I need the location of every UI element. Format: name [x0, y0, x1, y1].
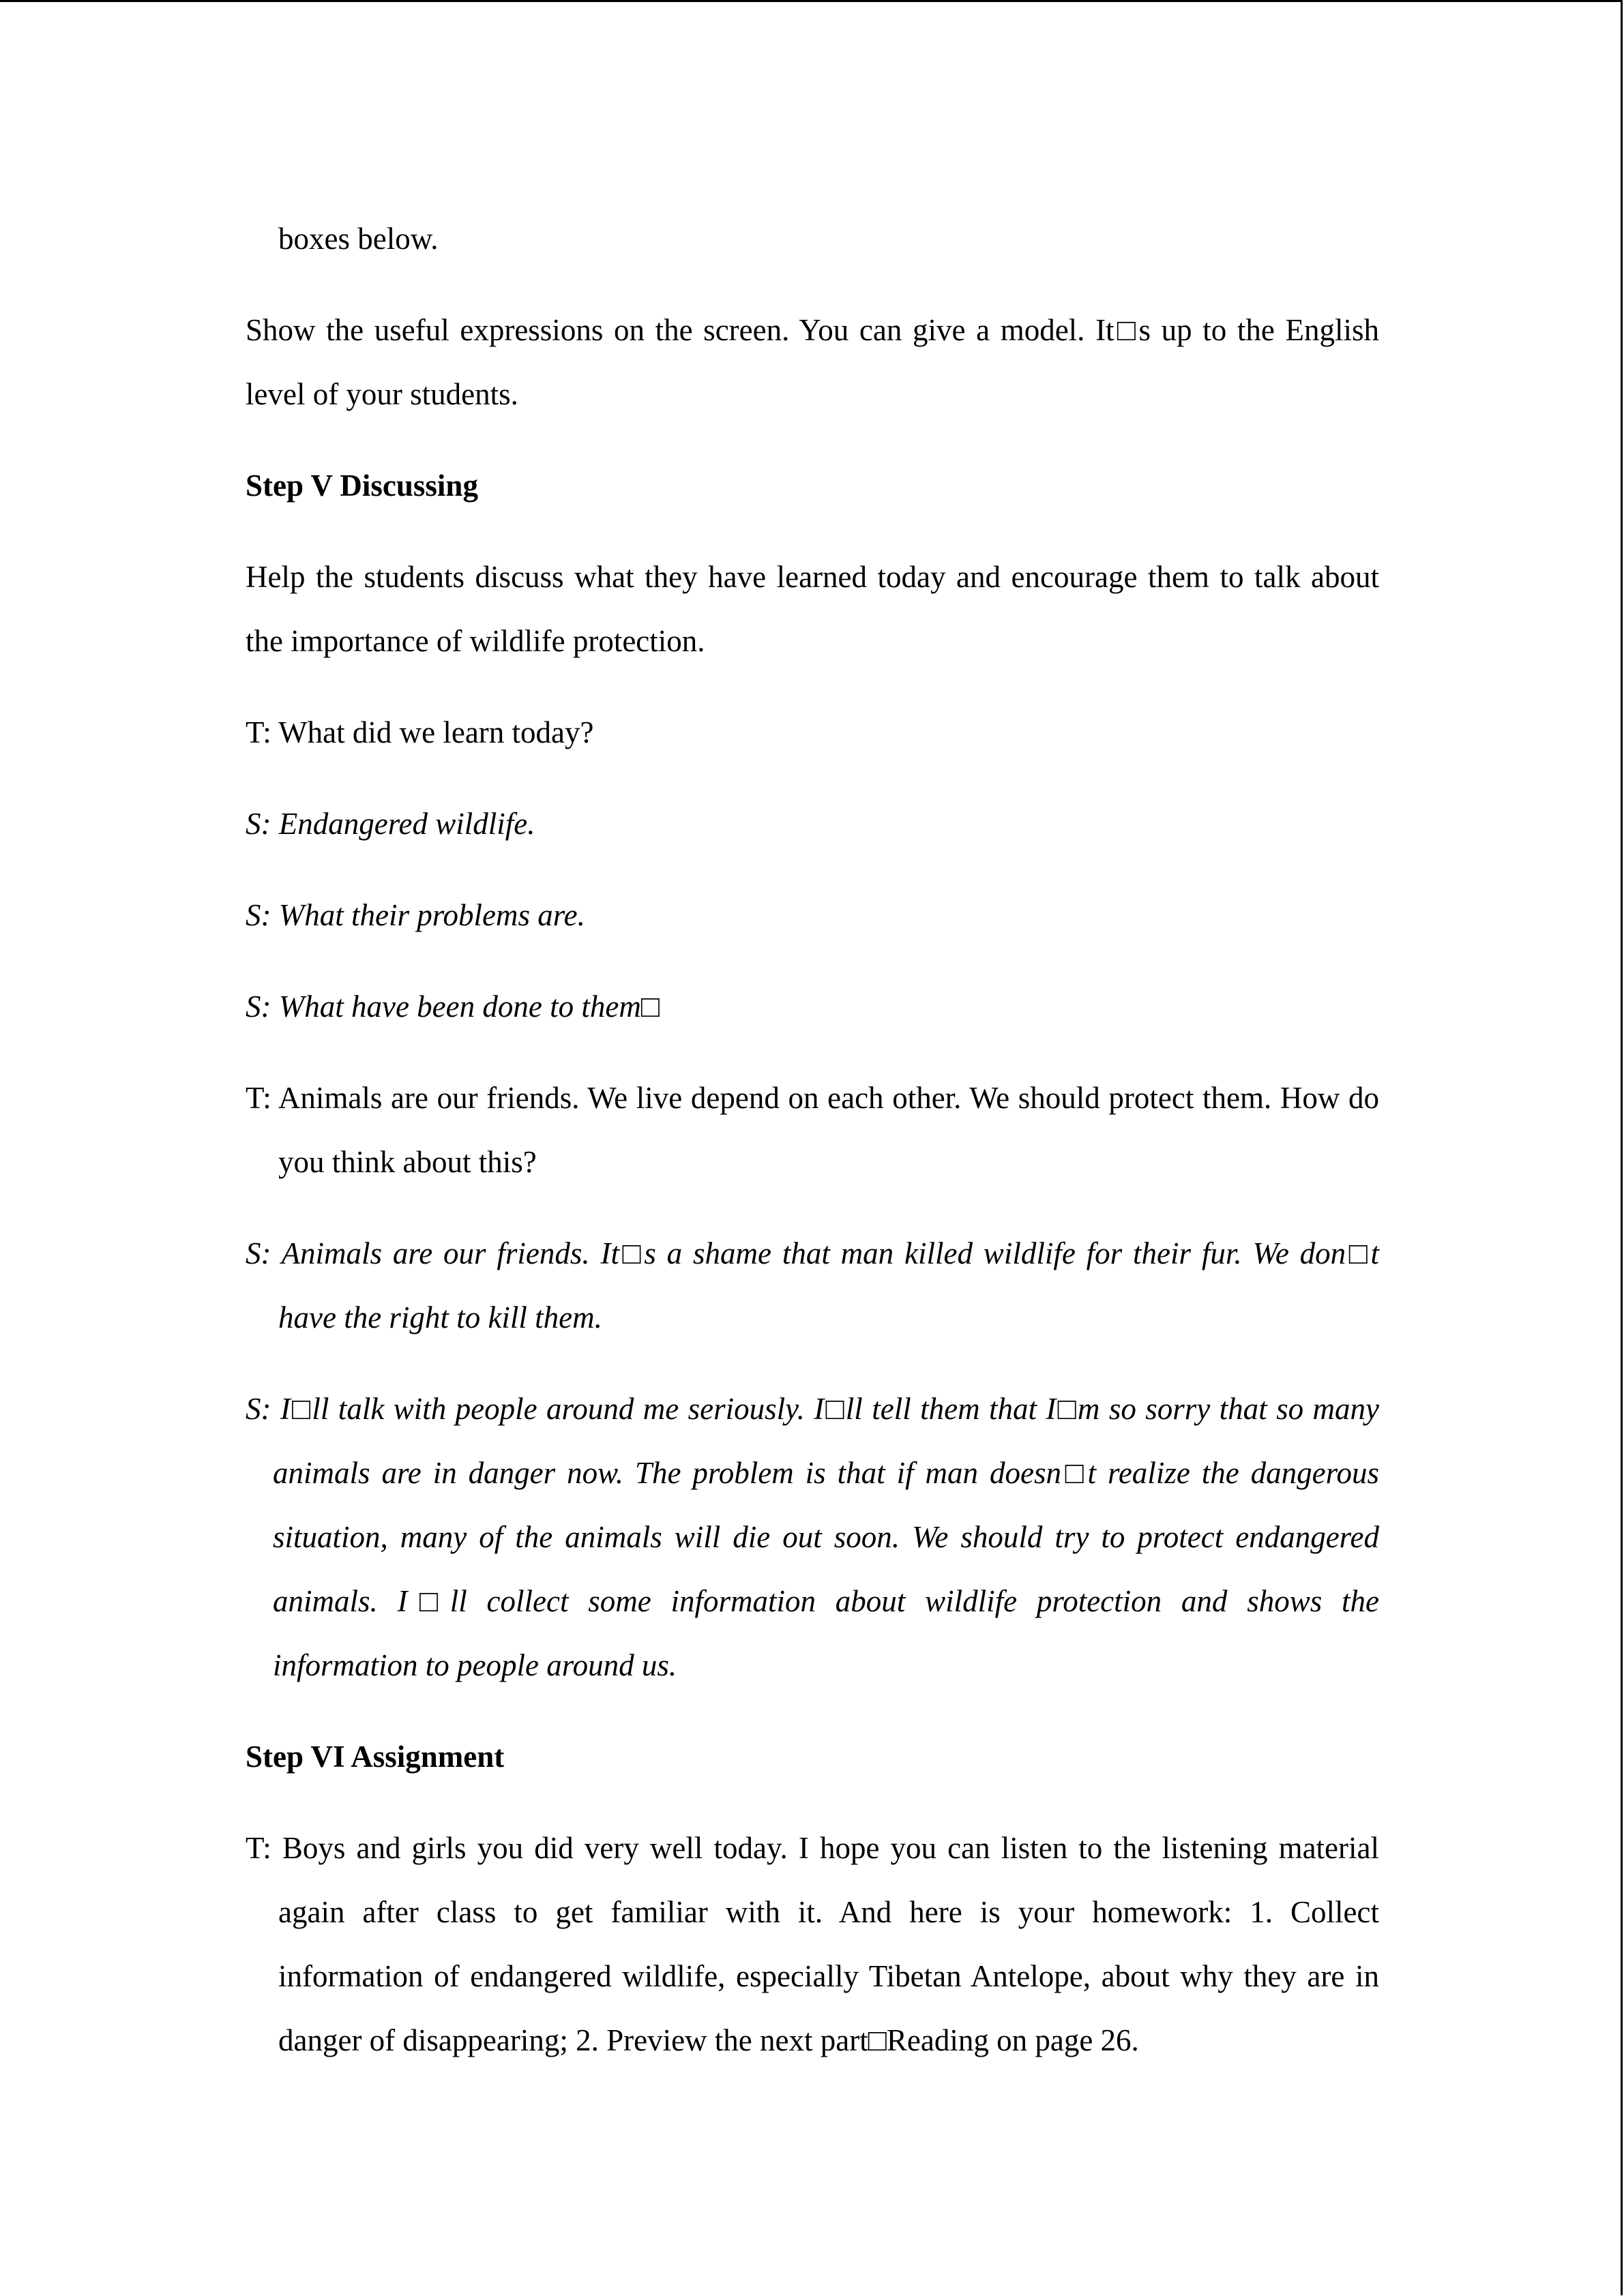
dialogue-student-line: S: What have been done to them□	[246, 989, 660, 1024]
dialogue-student-line: S: I□ll talk with people around me seriously. I□ll tell them that I□m so sorry that so many animals are in danger now. The problem is that if man doesn□t realize the dangerous situation, many of the animals will die out soon. We should try to protect endangered animals. I□ll collect some information about wildlife protection and shows the information to people around us.	[246, 1392, 1379, 1682]
section-heading-assignment: Step VI Assignment	[246, 1740, 505, 1774]
paragraph-continuation: boxes below.	[278, 222, 439, 256]
paragraph-discussion-intro: Help the students discuss what they have learned today and encourage them to talk about the importance of wildlife protection.	[246, 560, 1379, 658]
document-body	[246, 207, 1379, 2100]
dialogue-student-line: S: What their problems are.	[246, 898, 585, 932]
dialogue-student-line: S: Endangered wildlife.	[246, 807, 535, 841]
dialogue-student-line: S: Animals are our friends. It□s a shame that man killed wildlife for their fur. We don□t have the right to kill them.	[246, 1236, 1379, 1335]
dialogue-teacher-line: T: What did we learn today?	[246, 715, 594, 749]
dialogue-teacher-line: T: Animals are our friends. We live depend on each other. We should protect them. How do you think about this?	[246, 1081, 1379, 1179]
paragraph-instruction: Show the useful expressions on the screen. You can give a model. It□s up to the English level of your students.	[246, 313, 1379, 411]
dialogue-teacher-homework: T: Boys and girls you did very well today. I hope you can listen to the listening material again after class to get familiar with it. And here is your homework: 1. Collect information of endangered wildlife, especially Tibetan Antelope, about why they are in danger of disappearing; 2. Preview the next part□Reading on page 26.	[246, 1831, 1379, 2057]
section-heading-discussing: Step V Discussing	[246, 468, 478, 503]
